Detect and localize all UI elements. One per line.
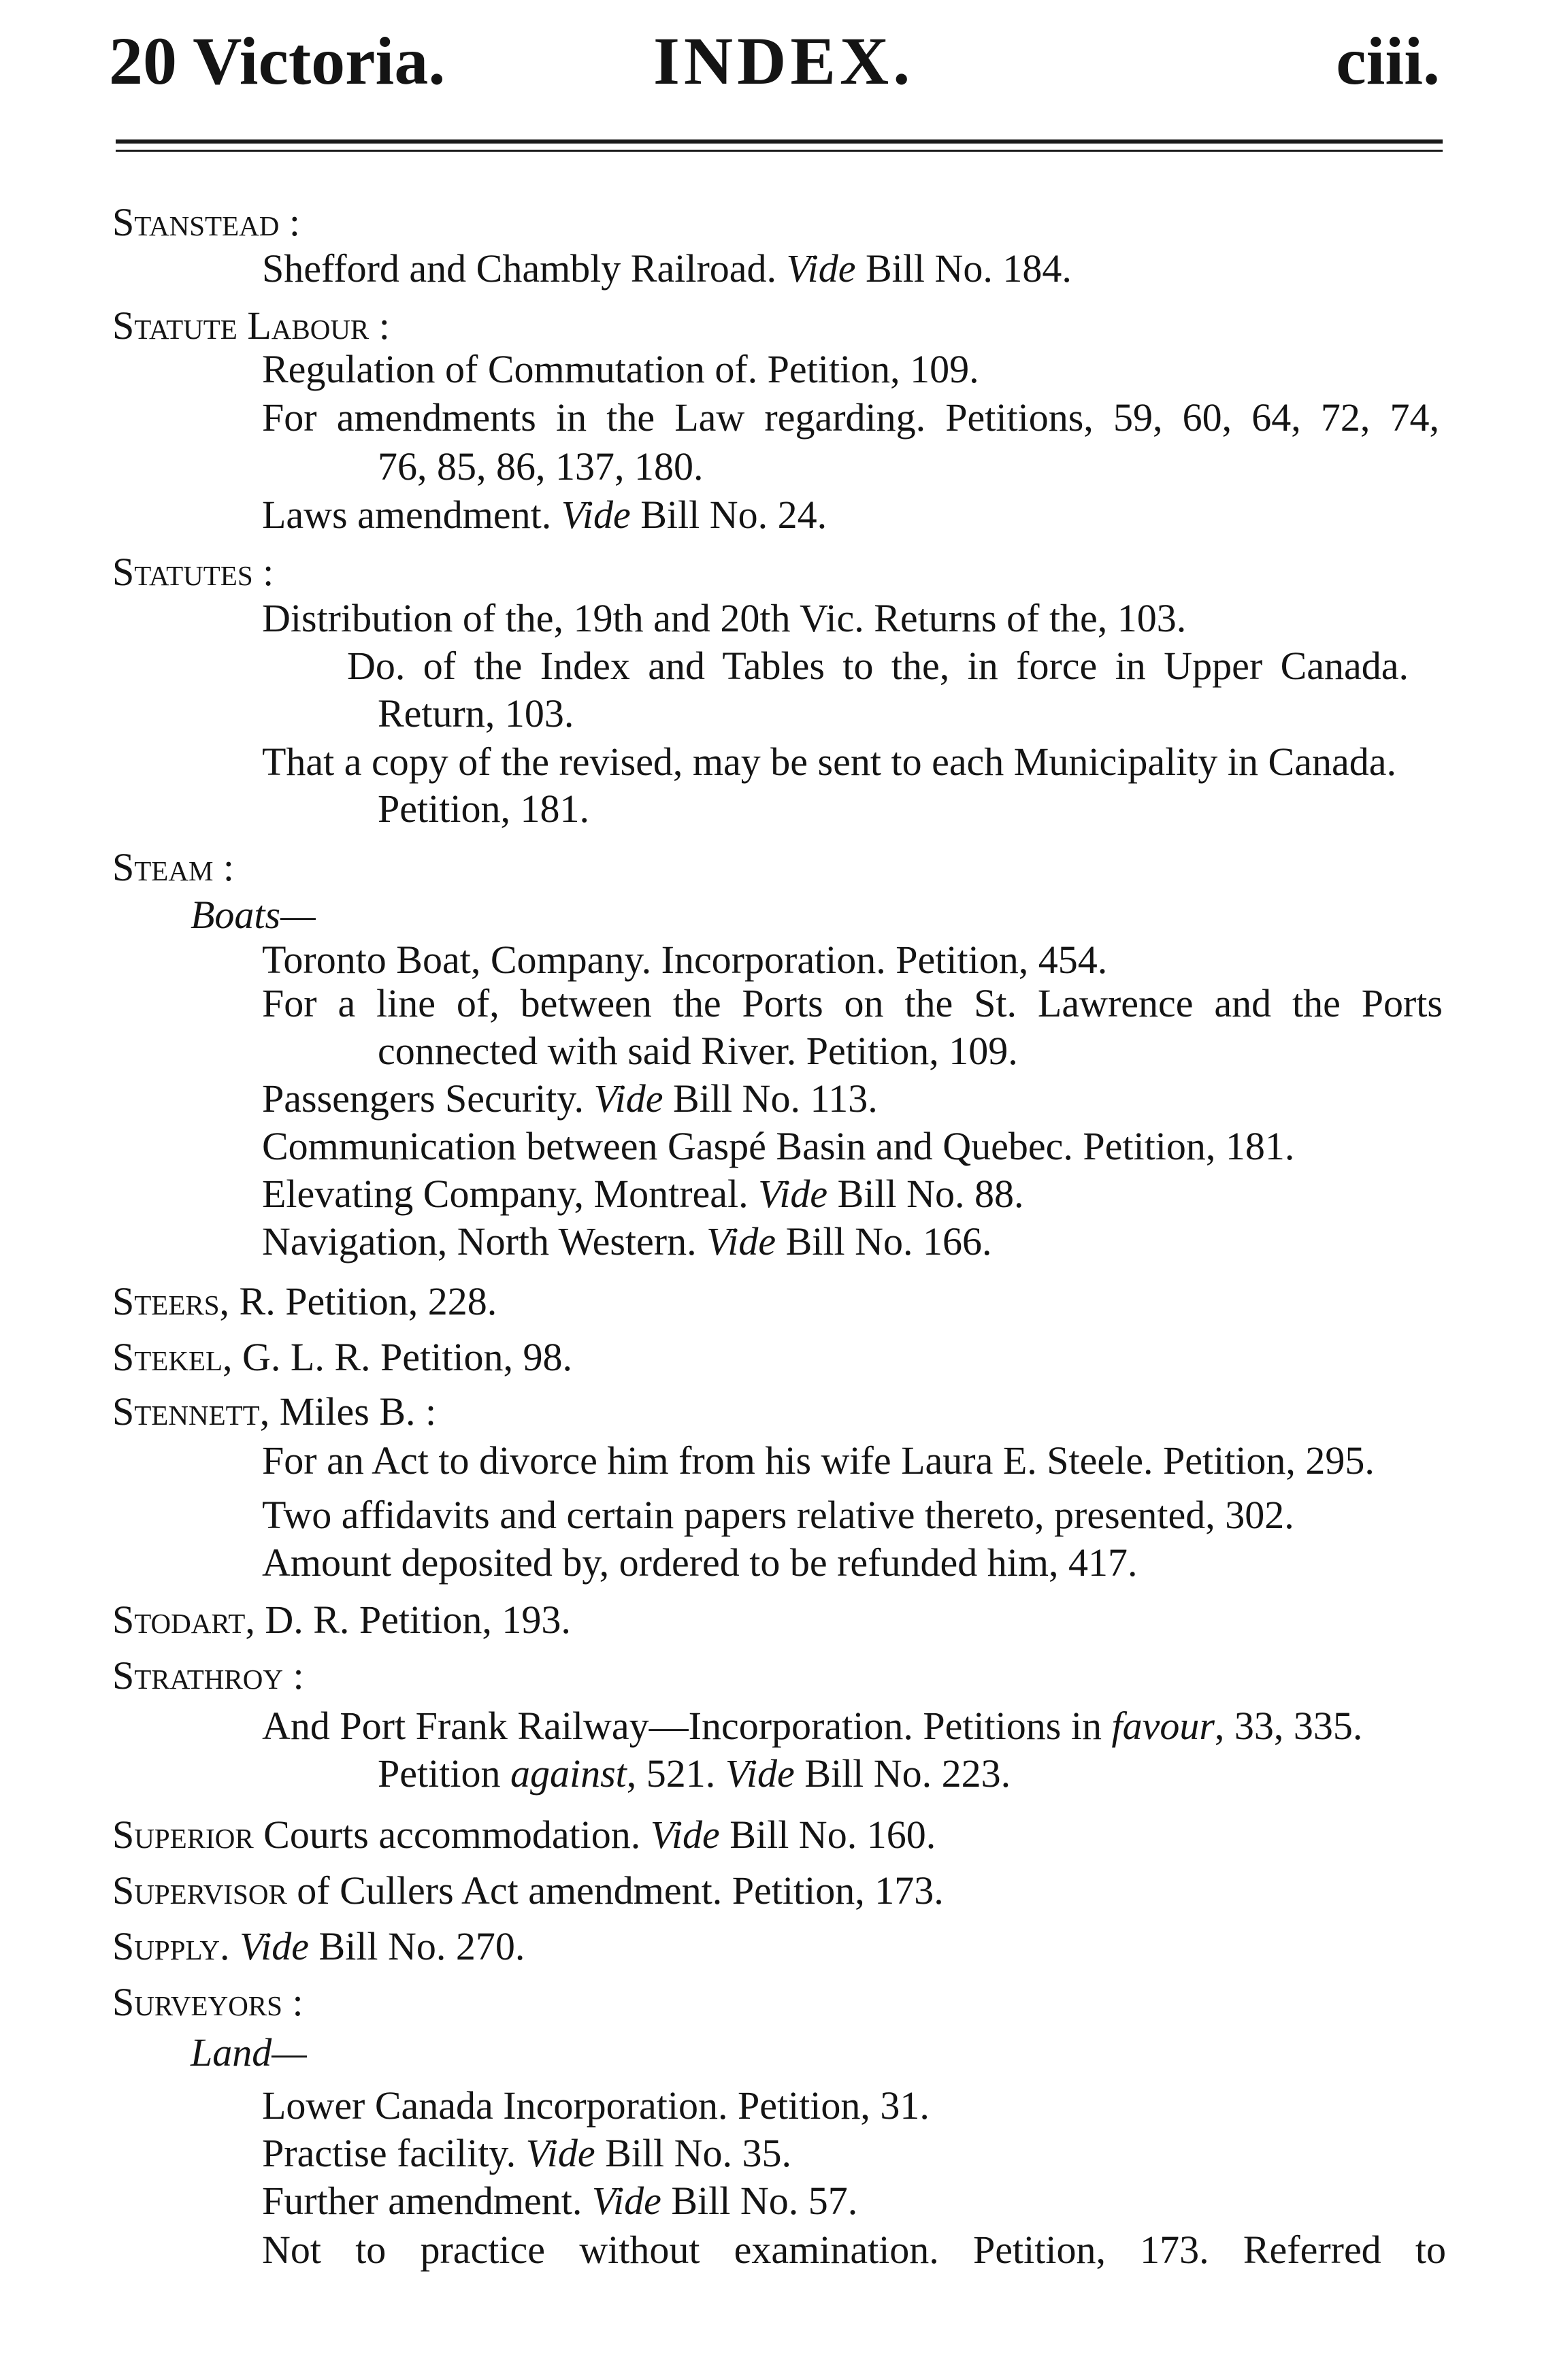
sub-heading: Land— bbox=[191, 2030, 307, 2075]
index-line: Petition, 181. bbox=[378, 787, 589, 831]
header-rule-thin bbox=[116, 150, 1443, 152]
entry-heading: Superior Courts accommodation. Vide Bill No. 160. bbox=[112, 1813, 936, 1857]
sub-heading: Boats— bbox=[191, 893, 316, 937]
entry-heading: Stanstead : bbox=[112, 200, 300, 244]
entry-heading: Stennett, Miles B. : bbox=[112, 1389, 437, 1434]
index-line: Toronto Boat, Company. Incorporation. Petition, 454. bbox=[262, 938, 1108, 982]
index-line: Practise facility. Vide Bill No. 35. bbox=[262, 2131, 791, 2175]
entry-heading: Statutes : bbox=[112, 550, 274, 594]
entry-heading: Stodart, D. R. Petition, 193. bbox=[112, 1598, 571, 1642]
entry-heading: Stekel, G. L. R. Petition, 98. bbox=[112, 1335, 573, 1379]
index-line: That a copy of the revised, may be sent to each Municipality in Canada. bbox=[262, 740, 1396, 784]
index-line: Regulation of Commutation of. Petition, 109. bbox=[262, 347, 979, 391]
index-line: Navigation, North Western. Vide Bill No. 166. bbox=[262, 1219, 992, 1263]
index-line: For amendments in the Law regarding. Petitions, 59, 60, 64, 72, 74, bbox=[262, 395, 1439, 440]
index-line: Return, 103. bbox=[378, 691, 574, 736]
index-line: Elevating Company, Montreal. Vide Bill No. 88. bbox=[262, 1172, 1024, 1216]
index-line: Communication between Gaspé Basin and Quebec. Petition, 181. bbox=[262, 1124, 1295, 1168]
header-title: INDEX. bbox=[653, 23, 915, 99]
entry-heading: Supervisor of Cullers Act amendment. Petition, 173. bbox=[112, 1868, 944, 1913]
entry-heading: Supply. Vide Bill No. 270. bbox=[112, 1924, 525, 1968]
index-line: Lower Canada Incorporation. Petition, 31. bbox=[262, 2083, 930, 2128]
header-rule-thick bbox=[116, 139, 1443, 144]
index-line: Further amendment. Vide Bill No. 57. bbox=[262, 2179, 858, 2223]
index-line: And Port Frank Railway—Incorporation. Petitions in favour, 33, 335. bbox=[262, 1704, 1363, 1748]
entry-heading: Strathroy : bbox=[112, 1653, 304, 1698]
index-line: Shefford and Chambly Railroad. Vide Bill No. 184. bbox=[262, 246, 1072, 291]
index-line: Laws amendment. Vide Bill No. 24. bbox=[262, 493, 827, 537]
header-volume: 20 Victoria. bbox=[109, 23, 446, 99]
index-line: 76, 85, 86, 137, 180. bbox=[378, 444, 704, 489]
index-line: For an Act to divorce him from his wife Laura E. Steele. Petition, 295. bbox=[262, 1438, 1375, 1483]
index-line: Do. of the Index and Tables to the, in force in Upper Canada. bbox=[347, 644, 1409, 688]
entry-heading: Steam : bbox=[112, 845, 235, 889]
header-page-number: ciii. bbox=[1336, 23, 1440, 99]
index-line: Not to practice without examination. Petition, 173. Referred to bbox=[262, 2228, 1446, 2272]
entry-heading: Surveyors : bbox=[112, 1980, 304, 2024]
index-line: connected with said River. Petition, 109. bbox=[378, 1029, 1018, 1073]
index-line: Distribution of the, 19th and 20th Vic. Returns of the, 103. bbox=[262, 596, 1187, 640]
index-line: Amount deposited by, ordered to be refunded him, 417. bbox=[262, 1540, 1138, 1585]
index-line: Passengers Security. Vide Bill No. 113. bbox=[262, 1076, 878, 1121]
entry-heading: Steers, R. Petition, 228. bbox=[112, 1279, 497, 1323]
index-line: For a line of, between the Ports on the St. Lawrence and the Ports bbox=[262, 981, 1443, 1025]
index-line: Two affidavits and certain papers relative thereto, presented, 302. bbox=[262, 1493, 1294, 1537]
entry-heading: Statute Labour : bbox=[112, 303, 390, 348]
index-line: Petition against, 521. Vide Bill No. 223. bbox=[378, 1751, 1011, 1796]
